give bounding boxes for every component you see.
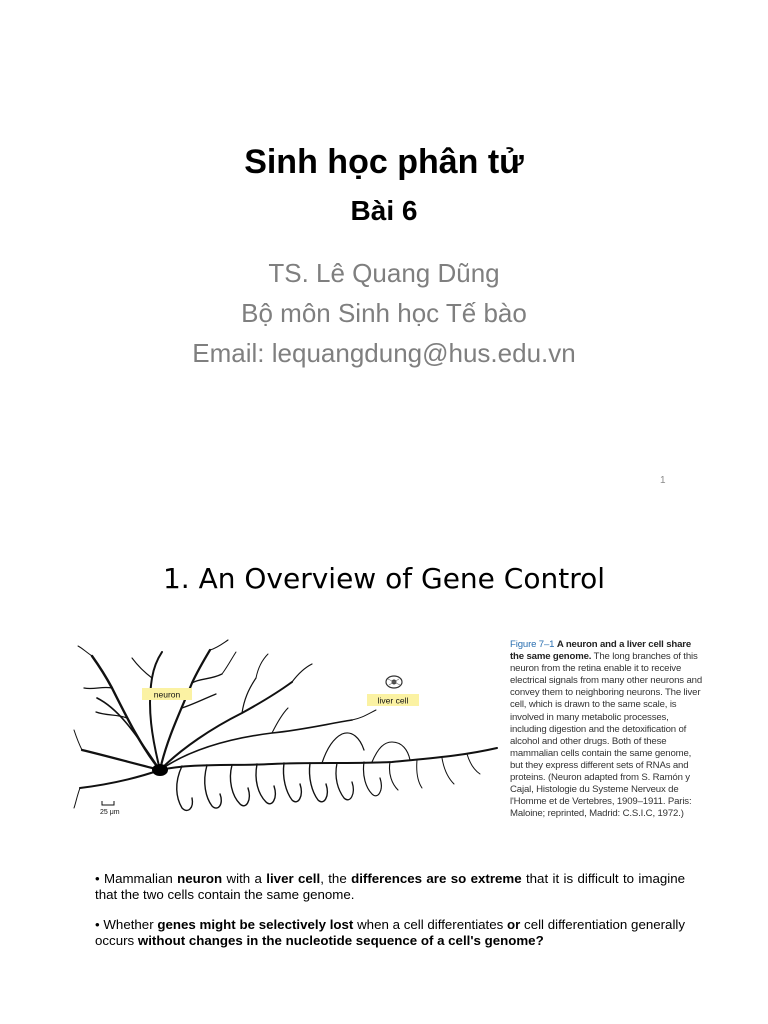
bullet-text: that it is difficult to imagine that the two cells contain the same genome. — [95, 871, 685, 902]
neuron-liver-figure — [72, 638, 504, 824]
scale-label: 25 μm — [100, 809, 120, 816]
bullet-item — [95, 871, 685, 903]
bullet-bold: liver cell — [266, 871, 321, 886]
neuron-soma — [152, 764, 168, 776]
bullet-text: when a cell differentiates — [353, 917, 508, 932]
slide-heading: 1. An Overview of Gene Control — [162, 562, 606, 595]
caption-title: A neuron and a liver cell share the same genome. — [510, 639, 692, 663]
neuron-drawing — [74, 640, 497, 810]
author-info — [0, 253, 768, 373]
author-name: TS. Lê Quang Dũng — [268, 258, 500, 288]
neuron-label: neuron — [153, 689, 181, 700]
liver-cell-label: liver cell — [377, 695, 409, 706]
bullet-text: • Whether — [95, 917, 158, 932]
content-slide — [0, 512, 768, 1024]
bullet-text: cell differentiation generally occurs — [95, 917, 686, 948]
bullet-bold: differences are so extreme — [351, 871, 522, 886]
bullet-bold: without changes in the nucleotide sequence of a cell's genome? — [137, 933, 544, 948]
caption-body: The long branches of this neuron from the retina enable it to receive electrical signals from many other neurons and convey them to neighboring neurons. The liver cell, which is drawn to the same scale, is involved in many metabolic processes, including digestion and the detoxification of alcohol and other drugs. Both of these mammalian cells contain the same genome, but they express different sets of RNAs and proteins. (Neuron adapted from S. Ramón y Cajal, Histologie du Systeme Nerveux de l'Homme et de Vertebres, 1909–1911. Paris: Maloine; reprinted, Madrid: C.S.I.C, 1972.) — [510, 651, 703, 820]
scale-bar — [102, 801, 114, 805]
department-name: Bộ môn Sinh học Tế bào — [241, 298, 527, 328]
bullet-text: , the — [320, 871, 352, 886]
bullet-text: • Mammalian — [95, 871, 178, 886]
bullet-list — [95, 871, 685, 963]
bullet-bold: neuron — [177, 871, 223, 886]
bullet-bold: or — [507, 917, 521, 932]
liver-cell-icon — [386, 676, 402, 688]
page-number: 1 — [660, 475, 666, 486]
bullet-bold: genes might be selectively lost — [157, 917, 354, 932]
bullet-item — [95, 917, 685, 949]
slide-title: Sinh học phân tử — [244, 143, 524, 181]
bullet-text: with a — [222, 871, 267, 886]
author-email: Email: lequangdung@hus.edu.vn — [192, 338, 576, 368]
slide-subtitle: Bài 6 — [350, 195, 418, 226]
figure-caption — [510, 639, 702, 820]
caption-figure-label: Figure 7–1 — [510, 639, 555, 650]
